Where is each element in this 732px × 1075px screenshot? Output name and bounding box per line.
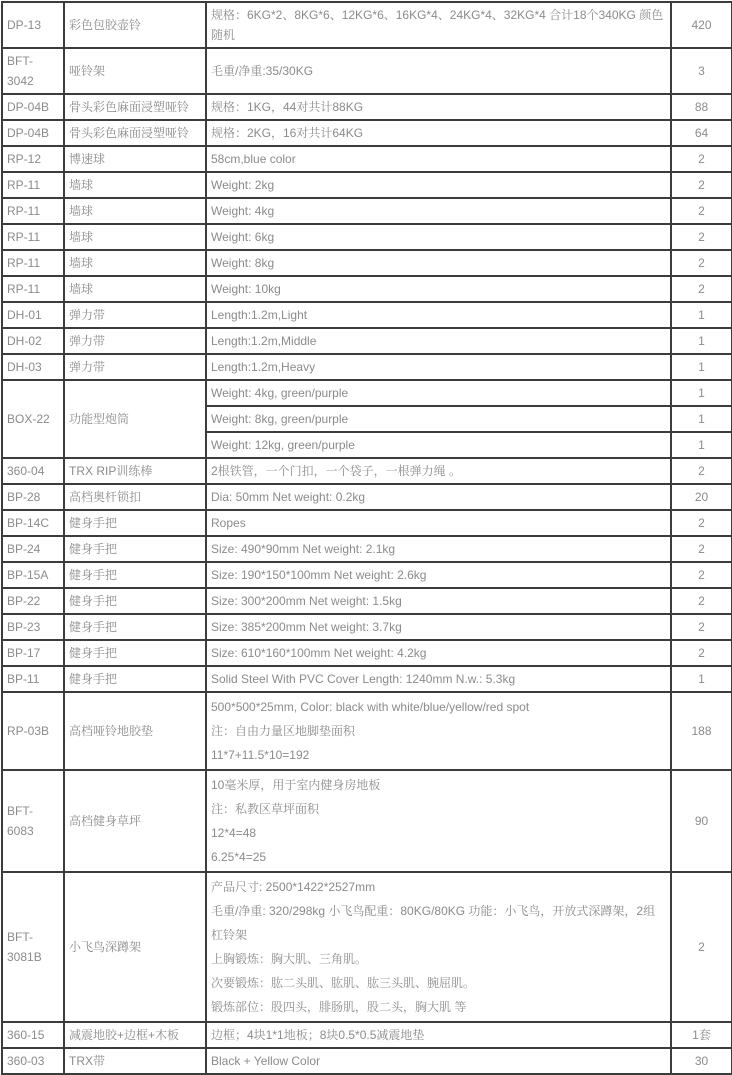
- spec-cell: [206, 172, 671, 198]
- qty-cell: 2: [671, 510, 732, 536]
- qty-cell: 20: [671, 484, 732, 510]
- model-cell: BP-28: [2, 484, 64, 510]
- qty-cell: 3: [671, 48, 732, 94]
- spec-cell: [206, 328, 671, 354]
- spec-line: Length:1.2m,Light: [211, 308, 308, 322]
- spec-line: Weight: 6kg: [211, 230, 275, 244]
- spec-cell: [206, 458, 671, 484]
- model-cell: DH-01: [2, 302, 64, 328]
- name-cell: 高档哑铃地胶垫: [64, 692, 206, 770]
- spec-line: 锻炼部位：股四头，腓肠肌，股二头，胸大肌 等: [211, 1000, 467, 1014]
- qty-cell: 2: [671, 224, 732, 250]
- name-cell: TRX带: [64, 1048, 206, 1074]
- name-cell: 健身手把: [64, 666, 206, 692]
- table-row: [2, 458, 732, 484]
- table-row: [2, 146, 732, 172]
- name-cell: 减震地胶+边框+木板: [64, 1022, 206, 1048]
- spec-cell: [206, 146, 671, 172]
- model-cell: BFT-3042: [2, 48, 64, 94]
- spec-cell: [206, 1022, 671, 1048]
- model-cell: BP-24: [2, 536, 64, 562]
- model-cell: BP-15A: [2, 562, 64, 588]
- table-row: [2, 224, 732, 250]
- spec-line: 58cm,blue color: [211, 152, 296, 166]
- spec-line: 12*4=48: [211, 826, 257, 840]
- spec-line: 2根铁管，一个门扣，一个袋子，一根弹力绳 。: [211, 464, 462, 478]
- name-cell: 哑铃架: [64, 48, 206, 94]
- spec-cell: [206, 484, 671, 510]
- spec-cell: [206, 354, 671, 380]
- model-cell: DP-04B: [2, 120, 64, 146]
- spec-cell: [206, 432, 671, 458]
- qty-cell: 2: [671, 458, 732, 484]
- spec-line: Dia: 50mm Net weight: 0.2kg: [211, 490, 366, 504]
- table-row: [2, 536, 732, 562]
- table-row: [2, 1048, 732, 1074]
- name-cell: 弹力带: [64, 354, 206, 380]
- spec-cell: [206, 614, 671, 640]
- spec-line: 上胸锻炼：胸大肌、三角肌。: [211, 952, 368, 966]
- model-cell: BP-17: [2, 640, 64, 666]
- spec-cell: [206, 120, 671, 146]
- model-cell: RP-11: [2, 250, 64, 276]
- spec-line: Weight: 2kg: [211, 178, 275, 192]
- spec-cell: [206, 510, 671, 536]
- page: [0, 1, 732, 1075]
- qty-cell: 1: [671, 432, 732, 458]
- model-cell: DP-13: [2, 2, 64, 48]
- table-row: [2, 120, 732, 146]
- spec-line: Weight: 4kg, green/purple: [211, 386, 349, 400]
- table-row: [2, 872, 732, 1022]
- qty-cell: 1套: [671, 1022, 732, 1048]
- spec-line: 6.25*4=25: [211, 850, 267, 864]
- table-row: [2, 640, 732, 666]
- qty-cell: 1: [671, 328, 732, 354]
- name-cell: 健身手把: [64, 588, 206, 614]
- spec-line: Weight: 8kg, green/purple: [211, 412, 349, 426]
- name-cell: 健身手把: [64, 614, 206, 640]
- qty-cell: 420: [671, 2, 732, 48]
- model-cell: 360-03: [2, 1048, 64, 1074]
- spec-line: 11*7+11.5*10=192: [211, 748, 310, 762]
- table-row: [2, 562, 732, 588]
- model-cell: DH-02: [2, 328, 64, 354]
- spec-cell: [206, 666, 671, 692]
- inventory-table-body: [2, 2, 732, 1074]
- spec-line: 500*500*25mm, Color: black with white/blue/yellow/red spot: [211, 700, 530, 714]
- name-cell: 高档奥杆锁扣: [64, 484, 206, 510]
- table-row: [2, 354, 732, 380]
- model-cell: BFT-6083: [2, 770, 64, 872]
- name-cell: 博速球: [64, 146, 206, 172]
- table-row: [2, 172, 732, 198]
- model-cell: RP-11: [2, 276, 64, 302]
- spec-line: Black + Yellow Color: [211, 1054, 321, 1068]
- qty-cell: 2: [671, 640, 732, 666]
- spec-line: Length:1.2m,Heavy: [211, 360, 316, 374]
- name-cell: 健身手把: [64, 640, 206, 666]
- spec-line: 注：私教区草坪面积: [211, 802, 320, 816]
- name-cell: 墙球: [64, 250, 206, 276]
- name-cell: 墙球: [64, 198, 206, 224]
- table-row: [2, 510, 732, 536]
- model-cell: 360-15: [2, 1022, 64, 1048]
- name-cell: 弹力带: [64, 328, 206, 354]
- spec-cell: [206, 2, 671, 48]
- table-row: [2, 380, 732, 406]
- qty-cell: 2: [671, 172, 732, 198]
- qty-cell: 1: [671, 302, 732, 328]
- table-row: [2, 250, 732, 276]
- model-cell: BOX-22: [2, 380, 64, 458]
- inventory-table: [1, 1, 732, 1075]
- spec-line: Size: 610*160*100mm Net weight: 4.2kg: [211, 646, 427, 660]
- spec-cell: [206, 536, 671, 562]
- table-row: [2, 770, 732, 872]
- spec-line: Size: 190*150*100mm Net weight: 2.6kg: [211, 568, 427, 582]
- model-cell: DP-04B: [2, 94, 64, 120]
- qty-cell: 2: [671, 536, 732, 562]
- spec-cell: [206, 640, 671, 666]
- spec-cell: [206, 380, 671, 406]
- model-cell: RP-11: [2, 224, 64, 250]
- name-cell: 高档健身草坪: [64, 770, 206, 872]
- table-row: [2, 666, 732, 692]
- spec-line: 次要锻炼：肱二头肌、肱肌、肱三头肌、腕屈肌。: [211, 976, 476, 990]
- qty-cell: 188: [671, 692, 732, 770]
- name-cell: 骨头彩色麻面浸塑哑铃: [64, 94, 206, 120]
- spec-cell: [206, 872, 671, 1022]
- name-cell: 功能型炮筒: [64, 380, 206, 458]
- model-cell: RP-11: [2, 172, 64, 198]
- table-row: [2, 1022, 732, 1048]
- qty-cell: 1: [671, 406, 732, 432]
- table-row: [2, 94, 732, 120]
- table-row: [2, 276, 732, 302]
- name-cell: 健身手把: [64, 510, 206, 536]
- name-cell: 小飞鸟深蹲架: [64, 872, 206, 1022]
- model-cell: RP-11: [2, 198, 64, 224]
- qty-cell: 90: [671, 770, 732, 872]
- qty-cell: 2: [671, 614, 732, 640]
- spec-line: Size: 385*200mm Net weight: 3.7kg: [211, 620, 402, 634]
- spec-line: Size: 490*90mm Net weight: 2.1kg: [211, 542, 396, 556]
- table-row: [2, 484, 732, 510]
- spec-cell: [206, 406, 671, 432]
- name-cell: 彩色包胶壶铃: [64, 2, 206, 48]
- name-cell: 墙球: [64, 276, 206, 302]
- spec-line: Weight: 8kg: [211, 256, 275, 270]
- spec-cell: [206, 198, 671, 224]
- qty-cell: 2: [671, 872, 732, 1022]
- name-cell: 骨头彩色麻面浸塑哑铃: [64, 120, 206, 146]
- spec-line: Weight: 10kg: [211, 282, 281, 296]
- spec-line: 规格：6KG*2、8KG*6、12KG*6、16KG*4、24KG*4、32KG*4 合计18个340KG 颜色随机: [211, 8, 664, 42]
- qty-cell: 1: [671, 380, 732, 406]
- name-cell: TRX RIP训练棒: [64, 458, 206, 484]
- spec-line: Weight: 4kg: [211, 204, 275, 218]
- model-cell: BFT-3081B: [2, 872, 64, 1022]
- spec-cell: [206, 1048, 671, 1074]
- qty-cell: 2: [671, 198, 732, 224]
- table-row: [2, 198, 732, 224]
- model-cell: RP-03B: [2, 692, 64, 770]
- spec-line: 边框；4块1*1地板；8块0.5*0.5减震地垫: [211, 1028, 425, 1042]
- spec-line: Size: 300*200mm Net weight: 1.5kg: [211, 594, 402, 608]
- qty-cell: 2: [671, 562, 732, 588]
- qty-cell: 88: [671, 94, 732, 120]
- spec-line: 规格：1KG，44对共计88KG: [211, 100, 364, 114]
- table-row: [2, 692, 732, 770]
- qty-cell: 2: [671, 588, 732, 614]
- qty-cell: 64: [671, 120, 732, 146]
- name-cell: 弹力带: [64, 302, 206, 328]
- table-row: [2, 614, 732, 640]
- model-cell: BP-11: [2, 666, 64, 692]
- table-row: [2, 302, 732, 328]
- spec-cell: [206, 692, 671, 770]
- table-row: [2, 328, 732, 354]
- spec-cell: [206, 770, 671, 872]
- spec-cell: [206, 250, 671, 276]
- spec-line: Length:1.2m,Middle: [211, 334, 317, 348]
- model-cell: DH-03: [2, 354, 64, 380]
- table-row: [2, 588, 732, 614]
- spec-line: Weight: 12kg, green/purple: [211, 438, 355, 452]
- qty-cell: 2: [671, 250, 732, 276]
- table-row: [2, 48, 732, 94]
- spec-cell: [206, 48, 671, 94]
- model-cell: 360-04: [2, 458, 64, 484]
- table-row: [2, 2, 732, 48]
- spec-line: 规格：2KG，16对共计64KG: [211, 126, 364, 140]
- qty-cell: 2: [671, 276, 732, 302]
- name-cell: 健身手把: [64, 562, 206, 588]
- name-cell: 健身手把: [64, 536, 206, 562]
- spec-cell: [206, 224, 671, 250]
- spec-line: 产品尺寸: 2500*1422*2527mm: [211, 880, 376, 894]
- spec-line: 毛重/净重: 320/298kg 小飞鸟配重：80KG/80KG 功能：小飞鸟，开放式深蹲架，2组杠铃架: [211, 904, 656, 942]
- model-cell: BP-22: [2, 588, 64, 614]
- model-cell: RP-12: [2, 146, 64, 172]
- qty-cell: 1: [671, 354, 732, 380]
- spec-cell: [206, 588, 671, 614]
- model-cell: BP-14C: [2, 510, 64, 536]
- qty-cell: 1: [671, 666, 732, 692]
- spec-line: 10毫米厚，用于室内健身房地板: [211, 778, 381, 792]
- spec-line: 注：自由力量区地脚垫面积: [211, 724, 356, 738]
- spec-cell: [206, 94, 671, 120]
- spec-line: 毛重/净重:35/30KG: [211, 64, 314, 78]
- spec-cell: [206, 276, 671, 302]
- spec-line: Solid Steel With PVC Cover Length: 1240mm N.w.: 5.3kg: [211, 672, 516, 686]
- spec-cell: [206, 562, 671, 588]
- spec-cell: [206, 302, 671, 328]
- model-cell: BP-23: [2, 614, 64, 640]
- name-cell: 墙球: [64, 172, 206, 198]
- qty-cell: 30: [671, 1048, 732, 1074]
- spec-line: Ropes: [211, 516, 246, 530]
- name-cell: 墙球: [64, 224, 206, 250]
- qty-cell: 2: [671, 146, 732, 172]
